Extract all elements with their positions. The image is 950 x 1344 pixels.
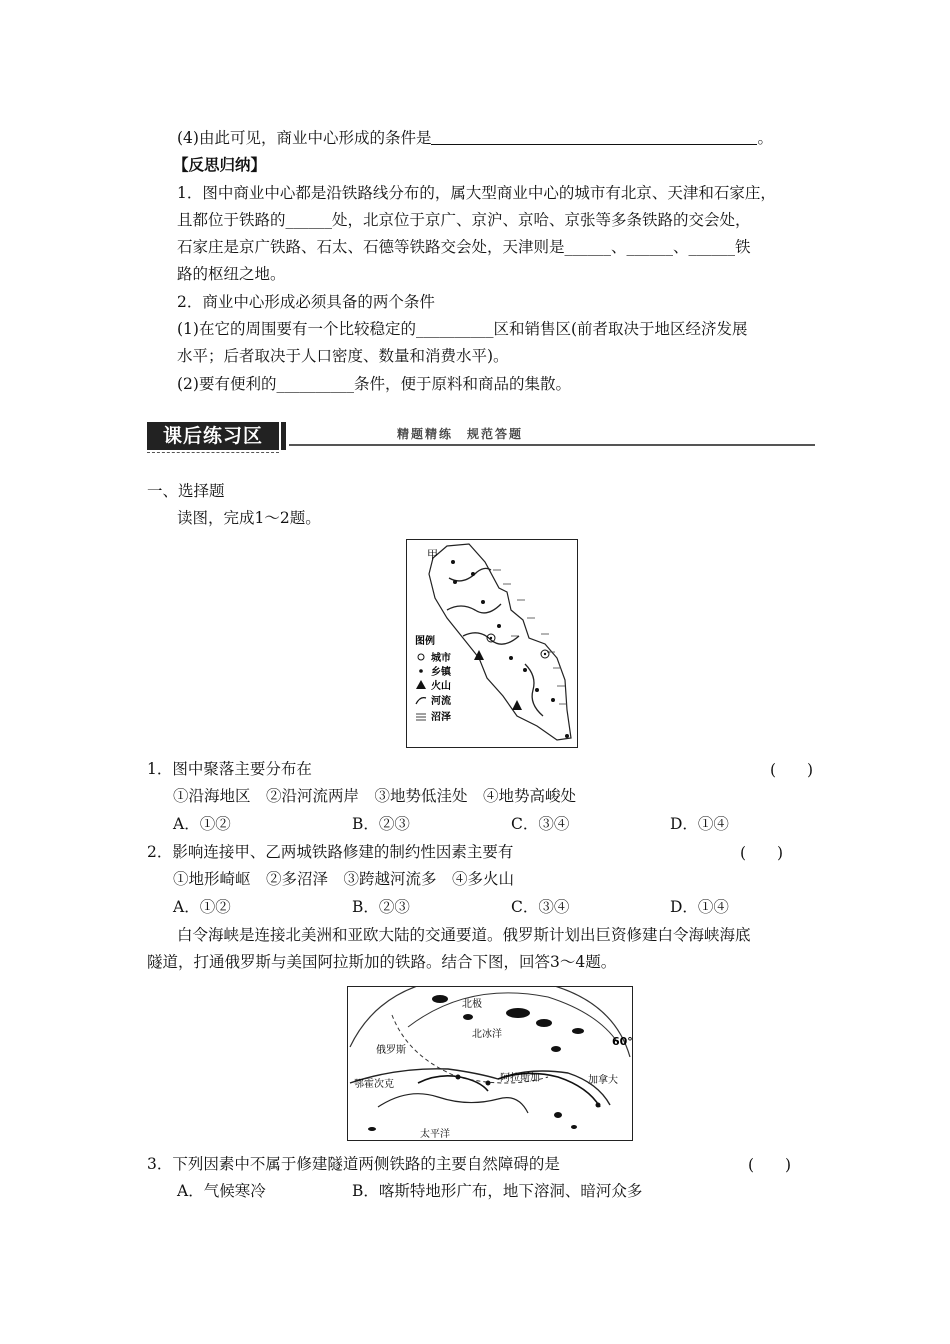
bering-map-drawing [348, 987, 632, 1140]
legend-town-icon [419, 669, 423, 673]
passage-line-2: 隧道，打通俄罗斯与美国阿拉斯加的铁路。结合下图，回答3～4题。 [147, 953, 617, 971]
q2-option-a: A．①② [173, 898, 231, 916]
question-4-line [177, 127, 773, 149]
q3-option-b: B．喀斯特地形广布，地下溶洞、暗河众多 [352, 1182, 643, 1200]
label-pacific: 太平洋 [420, 1129, 450, 1140]
paragraph-1-line-2: 且都位于铁路的______处，北京位于京广、京沪、京哈、京张等多条铁路的交会处， [177, 211, 751, 229]
paragraph-2-heading: 2．商业中心形成必须具备的两个条件 [177, 293, 435, 311]
island-map-drawing [407, 540, 577, 747]
label-north-pole: 北极 [462, 999, 482, 1010]
q3-answer-paren: ( ) [748, 1156, 792, 1174]
islands [368, 995, 584, 1131]
banner-rule [289, 444, 815, 446]
question-4-text: (4)由此可见，商业中心形成的条件是 [177, 129, 432, 147]
banner-dash-line [147, 452, 279, 453]
label-latitude: 60° [612, 1035, 632, 1048]
legend-city: 城市 [431, 653, 451, 664]
q1-option-b: B．②③ [352, 815, 410, 833]
q1-answer-paren: ( ) [770, 761, 814, 779]
legend-town: 乡镇 [431, 667, 451, 678]
legend-volcano-icon [416, 680, 426, 689]
island-map [406, 539, 578, 748]
label-russia: 俄罗斯 [376, 1045, 406, 1056]
paragraph-2-line-2: 水平；后者取决于人口密度、数量和消费水平)。 [177, 347, 509, 365]
railway-line [418, 1076, 488, 1091]
banner-subtitle: 精题精练 规范答题 [397, 427, 524, 441]
q2-answer-paren: ( ) [740, 844, 784, 862]
answer-blank [431, 128, 757, 145]
legend-city-icon [418, 654, 424, 660]
passage-line-1: 白令海峡是连接北美洲和亚欧大陆的交通要道。俄罗斯计划出巨资修建白令海峡海底 [177, 926, 751, 944]
paragraph-1-line-4: 路的枢纽之地。 [177, 265, 286, 283]
label-canada: 加拿大 [588, 1075, 618, 1086]
q2-items: ①地形崎岖 ②多沼泽 ③跨越河流多 ④多火山 [173, 870, 515, 888]
q1-option-c: C．③④ [511, 815, 570, 833]
q1-stem: 1．图中聚落主要分布在 [147, 760, 312, 778]
q2-option-d: D．①④ [670, 898, 729, 916]
banner-bar [281, 422, 286, 450]
label-jia: 甲 [427, 548, 438, 561]
section-heading: 一、选择题 [147, 482, 225, 500]
legend-swamp: 沼泽 [431, 712, 451, 723]
q2-option-b: B．②③ [352, 898, 410, 916]
label-alaska: 阿拉斯加 [500, 1073, 540, 1084]
q1-option-d: D．①④ [670, 815, 729, 833]
banner-title: 课后练习区 [147, 422, 279, 450]
legend-volcano: 火山 [431, 681, 451, 692]
question-4-end: 。 [757, 129, 773, 147]
paragraph-2-line-3: (2)要有便利的__________条件，便于原料和商品的集散。 [177, 375, 571, 393]
q3-stem: 3．下列因素中不属于修建隧道两侧铁路的主要自然障碍的是 [147, 1155, 560, 1173]
legend-swamp-icon [416, 714, 426, 720]
section-intro: 读图，完成1～2题。 [177, 509, 321, 527]
southern-coast [378, 1094, 528, 1113]
legend-river: 河流 [431, 696, 451, 707]
label-arctic-ocean: 北冰洋 [472, 1029, 502, 1040]
q3-option-a: A．气候寒冷 [177, 1182, 266, 1200]
legend-river-icon [416, 698, 426, 704]
bering-map [347, 986, 633, 1141]
paragraph-2-line-1: (1)在它的周围要有一个比较稳定的__________区和销售区(前者取决于地区经济发展 [177, 320, 748, 338]
reflect-heading: 【反思归纳】 [173, 155, 267, 174]
q2-option-c: C．③④ [511, 898, 570, 916]
q2-stem: 2．影响连接甲、乙两城铁路修建的制约性因素主要有 [147, 843, 514, 861]
q1-option-a: A．①② [173, 815, 231, 833]
section-banner [147, 422, 815, 454]
legend-title: 图例 [415, 636, 435, 647]
paragraph-1-line-1: 1．图中商业中心都是沿铁路线分布的，属大型商业中心的城市有北京、天津和石家庄， [177, 184, 776, 202]
label-okhotsk: 鄂霍次克 [354, 1079, 394, 1090]
q1-items: ①沿海地区 ②沿河流两岸 ③地势低洼处 ④地势高峻处 [173, 787, 577, 805]
paragraph-1-line-3: 石家庄是京广铁路、石太、石德等铁路交会处，天津则是______、______、______铁 [177, 238, 751, 256]
island-outline [429, 544, 571, 740]
